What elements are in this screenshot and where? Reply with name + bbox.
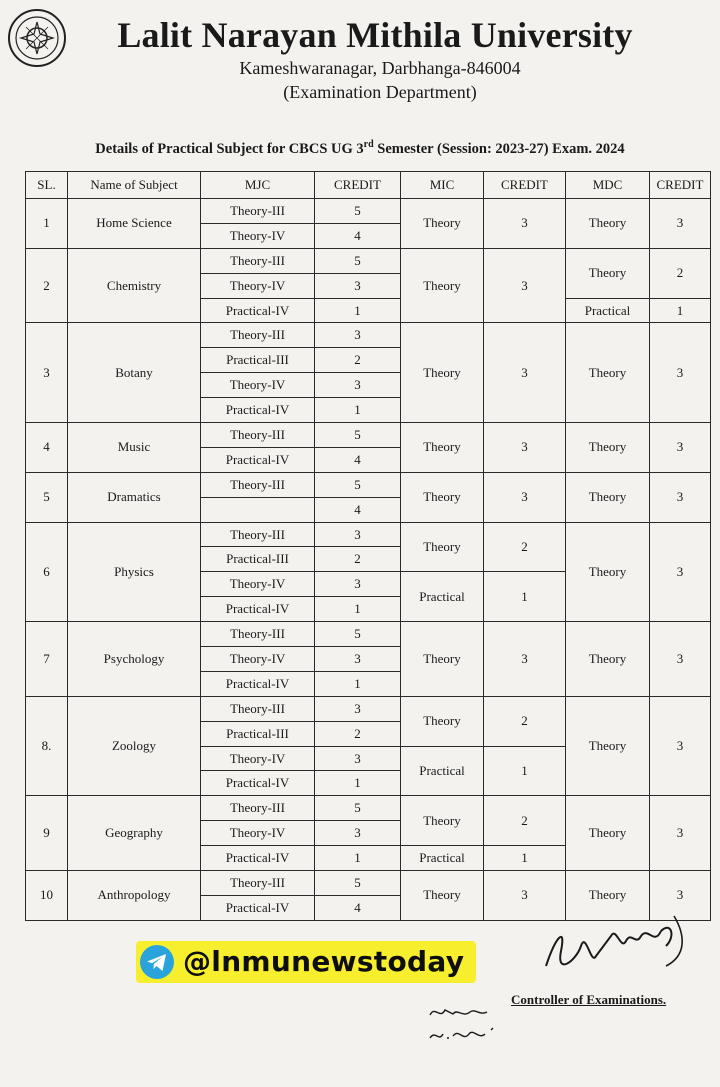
mdc-credit: 3 [650, 323, 711, 423]
mdc-credit: 3 [650, 199, 711, 249]
mjc-credit: 5 [315, 423, 401, 448]
mic-credit: 1 [484, 846, 566, 871]
table-row [26, 871, 711, 896]
mjc-credit: 4 [315, 895, 401, 920]
telegram-icon [139, 944, 175, 980]
mjc-paper: Practical-IV [201, 895, 315, 920]
signatory-title: Controller of Examinations. [511, 992, 667, 1007]
serial-number: 10 [26, 871, 68, 921]
mdc-paper: Practical [566, 298, 650, 323]
mjc-paper: Theory-III [201, 423, 315, 448]
subject-name: Botany [68, 323, 201, 423]
mjc-credit: 4 [315, 497, 401, 522]
column-header: CREDIT [315, 172, 401, 199]
mjc-credit: 5 [315, 199, 401, 224]
mjc-credit: 5 [315, 472, 401, 497]
mjc-paper: Theory-IV [201, 647, 315, 672]
mjc-paper: Theory-III [201, 871, 315, 896]
mdc-credit: 3 [650, 622, 711, 697]
mjc-credit: 3 [315, 821, 401, 846]
department-name: (Examination Department) [283, 82, 477, 102]
mic-paper: Theory [401, 323, 484, 423]
mjc-paper: Theory-IV [201, 746, 315, 771]
mjc-paper: Practical-IV [201, 771, 315, 796]
mjc-paper [201, 497, 315, 522]
mjc-credit: 4 [315, 447, 401, 472]
serial-number: 3 [26, 323, 68, 423]
subject-name: Geography [68, 796, 201, 871]
subject-name: Anthropology [68, 871, 201, 921]
mjc-paper: Practical-IV [201, 447, 315, 472]
mjc-credit: 3 [315, 647, 401, 672]
table-row [26, 423, 711, 448]
heading-text: Details of Practical Subject for CBCS UG 3 [95, 140, 364, 157]
mic-credit: 3 [484, 622, 566, 697]
subject-name: Chemistry [68, 248, 201, 323]
mjc-credit: 4 [315, 223, 401, 248]
serial-number: 9 [26, 796, 68, 871]
mjc-paper: Practical-IV [201, 298, 315, 323]
mjc-paper: Theory-III [201, 696, 315, 721]
mic-credit: 3 [484, 871, 566, 921]
serial-number: 7 [26, 622, 68, 697]
mdc-paper: Theory [566, 522, 650, 622]
handwritten-initials [425, 1000, 505, 1050]
mjc-paper: Practical-IV [201, 846, 315, 871]
mjc-paper: Theory-III [201, 522, 315, 547]
mjc-credit: 2 [315, 348, 401, 373]
table-row [26, 472, 711, 497]
watermark-handle: @lnmunewstoday [183, 945, 465, 978]
column-header: MJC [201, 172, 315, 199]
mjc-paper: Theory-IV [201, 572, 315, 597]
mic-paper: Theory [401, 796, 484, 846]
university-address: Kameshwaranagar, Darbhanga-846004 [239, 58, 521, 78]
mic-paper: Practical [401, 746, 484, 796]
mjc-paper: Practical-IV [201, 671, 315, 696]
mdc-credit: 3 [650, 472, 711, 522]
mjc-credit: 5 [315, 622, 401, 647]
mjc-credit: 3 [315, 373, 401, 398]
mdc-credit: 1 [650, 298, 711, 323]
table-body [26, 199, 711, 921]
column-header: MIC [401, 172, 484, 199]
column-header: Name of Subject [68, 172, 201, 199]
mdc-credit: 3 [650, 696, 711, 796]
mjc-credit: 1 [315, 398, 401, 423]
mjc-paper: Practical-IV [201, 398, 315, 423]
mjc-credit: 5 [315, 796, 401, 821]
mdc-credit: 3 [650, 871, 711, 921]
mic-paper: Practical [401, 572, 484, 622]
mjc-credit: 2 [315, 547, 401, 572]
mjc-credit: 5 [315, 248, 401, 273]
heading-text-rest: Semester (Session: 2023-27) Exam. 2024 [373, 140, 625, 157]
table-row [26, 323, 711, 348]
table-header-row [26, 172, 711, 199]
mjc-paper: Theory-III [201, 796, 315, 821]
mdc-credit: 2 [650, 248, 711, 298]
mjc-paper: Practical-IV [201, 597, 315, 622]
subject-name: Psychology [68, 622, 201, 697]
mic-paper: Theory [401, 696, 484, 746]
table-row [26, 248, 711, 273]
university-name: Lalit Narayan Mithila University [117, 15, 633, 55]
serial-number: 6 [26, 522, 68, 622]
document-heading [40, 139, 680, 158]
mjc-paper: Practical-III [201, 721, 315, 746]
mic-paper: Theory [401, 472, 484, 522]
mjc-credit: 1 [315, 597, 401, 622]
controller-signature [536, 906, 696, 986]
mic-paper: Theory [401, 423, 484, 473]
mjc-paper: Practical-III [201, 348, 315, 373]
mjc-paper: Theory-III [201, 622, 315, 647]
mic-paper: Theory [401, 871, 484, 921]
subject-name: Zoology [68, 696, 201, 796]
mjc-paper: Theory-IV [201, 223, 315, 248]
mjc-credit: 1 [315, 671, 401, 696]
mjc-paper: Theory-III [201, 248, 315, 273]
serial-number: 2 [26, 248, 68, 323]
mdc-paper: Theory [566, 871, 650, 921]
column-header: SL. [26, 172, 68, 199]
mdc-paper: Theory [566, 423, 650, 473]
mjc-credit: 3 [315, 572, 401, 597]
serial-number: 8. [26, 696, 68, 796]
mdc-paper: Theory [566, 323, 650, 423]
mdc-paper: Theory [566, 199, 650, 249]
mdc-paper: Theory [566, 696, 650, 796]
table-row [26, 522, 711, 547]
mjc-paper: Theory-IV [201, 821, 315, 846]
serial-number: 5 [26, 472, 68, 522]
mjc-credit: 5 [315, 871, 401, 896]
mjc-credit: 1 [315, 771, 401, 796]
practical-subject-table [25, 171, 711, 921]
mjc-paper: Theory-IV [201, 373, 315, 398]
mdc-paper: Theory [566, 622, 650, 697]
mjc-credit: 1 [315, 298, 401, 323]
mic-credit: 3 [484, 472, 566, 522]
mdc-credit: 3 [650, 522, 711, 622]
mdc-paper: Theory [566, 472, 650, 522]
subject-name: Physics [68, 522, 201, 622]
mic-credit: 2 [484, 522, 566, 572]
mic-credit: 3 [484, 199, 566, 249]
mic-credit: 3 [484, 323, 566, 423]
column-header: MDC [566, 172, 650, 199]
mic-paper: Theory [401, 522, 484, 572]
mdc-paper: Theory [566, 248, 650, 298]
subject-name: Music [68, 423, 201, 473]
mic-credit: 3 [484, 248, 566, 323]
university-logo-seal [7, 8, 67, 68]
mjc-credit: 1 [315, 846, 401, 871]
mic-paper: Theory [401, 622, 484, 697]
mdc-credit: 3 [650, 423, 711, 473]
mjc-paper: Practical-III [201, 547, 315, 572]
mdc-paper: Theory [566, 796, 650, 871]
mjc-paper: Theory-IV [201, 273, 315, 298]
mic-paper: Theory [401, 248, 484, 323]
heading-superscript: rd [363, 139, 374, 150]
mjc-credit: 3 [315, 323, 401, 348]
mjc-paper: Theory-III [201, 472, 315, 497]
serial-number: 4 [26, 423, 68, 473]
table-row [26, 199, 711, 224]
mic-credit: 1 [484, 572, 566, 622]
mjc-credit: 3 [315, 273, 401, 298]
mjc-paper: Theory-III [201, 323, 315, 348]
column-header: CREDIT [484, 172, 566, 199]
mic-paper: Theory [401, 199, 484, 249]
subject-name: Home Science [68, 199, 201, 249]
serial-number: 1 [26, 199, 68, 249]
table-row [26, 622, 711, 647]
mic-credit: 2 [484, 796, 566, 846]
mjc-credit: 3 [315, 746, 401, 771]
table-row [26, 696, 711, 721]
mjc-credit: 3 [315, 696, 401, 721]
mjc-paper: Theory-III [201, 199, 315, 224]
mdc-credit: 3 [650, 796, 711, 871]
mic-paper: Practical [401, 846, 484, 871]
mic-credit: 3 [484, 423, 566, 473]
mjc-credit: 3 [315, 522, 401, 547]
table-row [26, 796, 711, 821]
subject-name: Dramatics [68, 472, 201, 522]
mjc-credit: 2 [315, 721, 401, 746]
mic-credit: 1 [484, 746, 566, 796]
mic-credit: 2 [484, 696, 566, 746]
column-header: CREDIT [650, 172, 711, 199]
